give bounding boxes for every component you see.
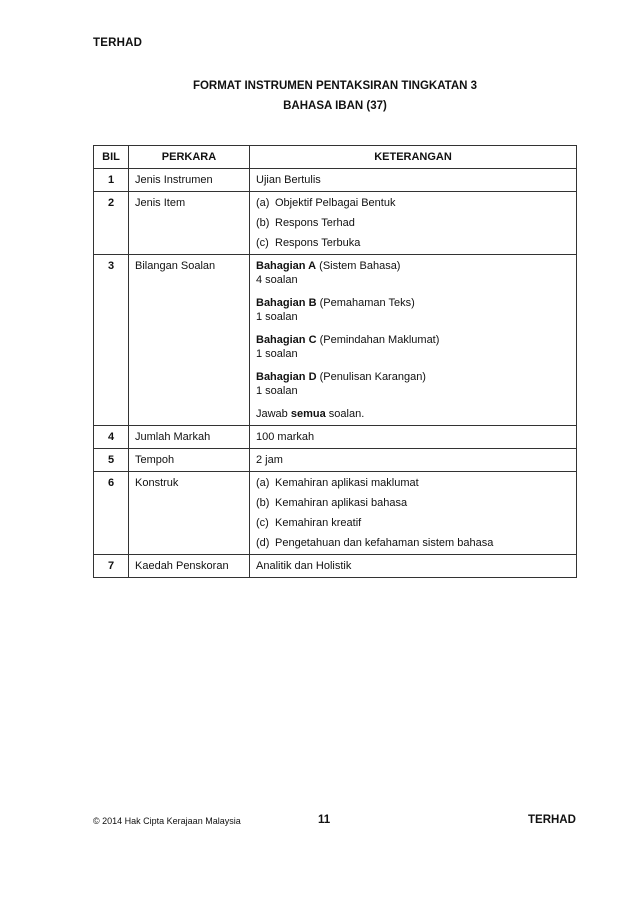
- row-perkara: Jenis Instrumen: [129, 169, 250, 192]
- row-perkara: Konstruk: [129, 472, 250, 555]
- list-item-letter: (c): [256, 517, 269, 529]
- list-item-letter: (b): [256, 217, 270, 229]
- list-item-text: Respons Terhad: [275, 217, 355, 229]
- row-number: 7: [94, 555, 129, 578]
- table-row: [94, 192, 577, 255]
- section-block: [256, 333, 570, 361]
- row-keterangan: [250, 472, 577, 555]
- row-perkara: Tempoh: [129, 449, 250, 472]
- column-header-bil: BIL: [94, 146, 129, 169]
- table-header-row: [94, 146, 577, 169]
- header-classification: TERHAD: [93, 37, 143, 49]
- row-number: 1: [94, 169, 129, 192]
- section-block: [256, 370, 570, 398]
- list-item: [256, 476, 570, 490]
- row-perkara: Jenis Item: [129, 192, 250, 255]
- section-block: [256, 296, 570, 324]
- table-row: [94, 449, 577, 472]
- instruction-suffix: soalan.: [325, 408, 365, 420]
- row-number: 5: [94, 449, 129, 472]
- section-name: Bahagian D: [256, 371, 317, 383]
- section-name: Bahagian B: [256, 297, 317, 309]
- section-description: (Pemahaman Teks): [316, 297, 415, 309]
- list-item-letter: (b): [256, 497, 270, 509]
- row-keterangan: Ujian Bertulis: [250, 169, 577, 192]
- section-block: [256, 259, 570, 287]
- list-item: [256, 496, 570, 510]
- list-item: [256, 516, 570, 530]
- row-perkara: Jumlah Markah: [129, 426, 250, 449]
- section-count: 1 soalan: [256, 311, 298, 323]
- list-item-text: Kemahiran aplikasi maklumat: [275, 477, 419, 489]
- footer-page-number: 11: [318, 814, 331, 826]
- row-perkara: Kaedah Penskoran: [129, 555, 250, 578]
- list-item-text: Kemahiran aplikasi bahasa: [275, 497, 408, 509]
- list-item: [256, 236, 570, 250]
- row-keterangan: [250, 192, 577, 255]
- row-perkara: Bilangan Soalan: [129, 255, 250, 426]
- list-item-letter: (d): [256, 537, 270, 549]
- list-item: [256, 196, 570, 210]
- instruction-prefix: Jawab: [256, 408, 291, 420]
- section-description: (Pemindahan Maklumat): [316, 334, 440, 346]
- section-name: Bahagian C: [256, 334, 317, 346]
- footer-classification: TERHAD: [528, 814, 576, 826]
- section-count: 1 soalan: [256, 348, 298, 360]
- list-item-text: Kemahiran kreatif: [275, 517, 362, 529]
- table-row: [94, 555, 577, 578]
- document-title: FORMAT INSTRUMEN PENTAKSIRAN TINGKATAN 3: [192, 80, 478, 92]
- list-item-text: Objektif Pelbagai Bentuk: [275, 197, 396, 209]
- format-table: [93, 145, 577, 578]
- table-row: [94, 169, 577, 192]
- row-number: 2: [94, 192, 129, 255]
- list-item-letter: (a): [256, 477, 270, 489]
- section-name: Bahagian A: [256, 260, 317, 272]
- section-count: 1 soalan: [256, 385, 298, 397]
- table-row: [94, 472, 577, 555]
- list-item: [256, 216, 570, 230]
- row-keterangan: Analitik dan Holistik: [250, 555, 577, 578]
- table-row: [94, 426, 577, 449]
- column-header-perkara: PERKARA: [129, 146, 250, 169]
- row-keterangan: 2 jam: [250, 449, 577, 472]
- row-number: 6: [94, 472, 129, 555]
- section-description: (Penulisan Karangan): [316, 371, 426, 383]
- column-header-keterangan: KETERANGAN: [250, 146, 577, 169]
- instruction-emphasis: semua: [290, 408, 326, 420]
- row-keterangan: [250, 255, 577, 426]
- table-row: [94, 255, 577, 426]
- row-keterangan: 100 markah: [250, 426, 577, 449]
- footer-copyright: © 2014 Hak Cipta Kerajaan Malaysia: [93, 816, 241, 826]
- document-subtitle: BAHASA IBAN (37): [283, 100, 387, 112]
- section-description: (Sistem Bahasa): [316, 260, 401, 272]
- list-item-letter: (a): [256, 197, 270, 209]
- list-item-text: Respons Terbuka: [275, 237, 361, 249]
- section-count: 4 soalan: [256, 274, 298, 286]
- answer-instruction: [256, 407, 570, 421]
- list-item-letter: (c): [256, 237, 269, 249]
- list-item: [256, 536, 570, 550]
- list-item-text: Pengetahuan dan kefahaman sistem bahasa: [275, 537, 494, 549]
- row-number: 4: [94, 426, 129, 449]
- row-number: 3: [94, 255, 129, 426]
